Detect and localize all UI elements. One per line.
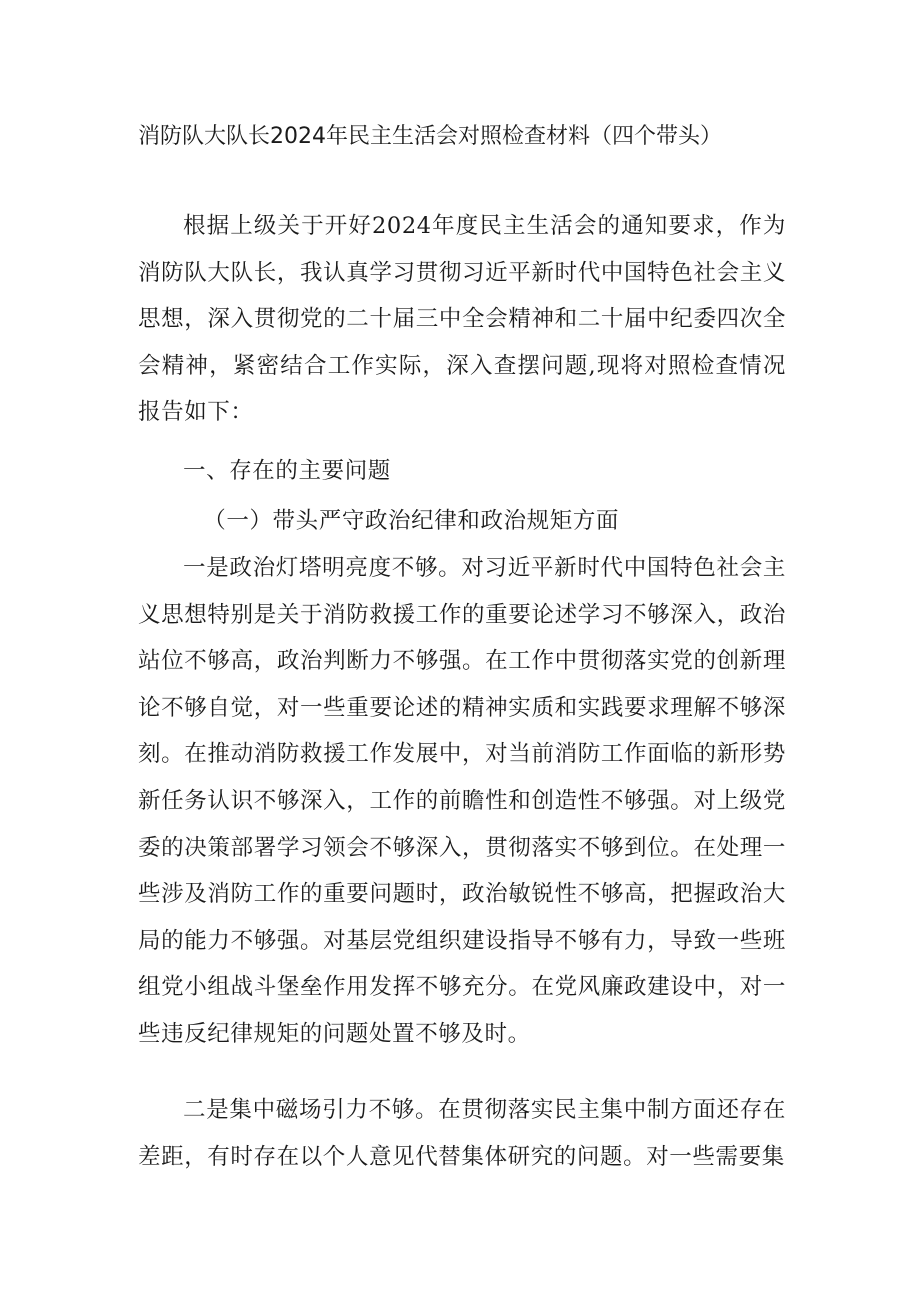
document-title: 消防队大队长2024年民主生活会对照检查材料（四个带头） (138, 124, 722, 149)
subsection-heading-1-1: （一）带头严守政治纪律和政治规矩方面 (203, 508, 620, 534)
body-paragraph-2: 二是集中磁场引力不够。在贯彻落实民主集中制方面还存在差距，有时存在以个人意见代替集体研究的问题。对一些需要集 (138, 1097, 786, 1170)
intro-paragraph: 根据上级关于开好2024年度民主生活会的通知要求，作为消防队大队长，我认真学习贯彻习近平新时代中国特色社会主义思想，深入贯彻党的二十届三中全会精神和二十届中纪委四次全会精神，紧密结合工作实际，深入查摆问题,现将对照检查情况报告如下： (138, 213, 786, 426)
section-heading-1: 一、存在的主要问题 (183, 458, 391, 484)
body-paragraph-1: 一是政治灯塔明亮度不够。对习近平新时代中国特色社会主义思想特别是关于消防救援工作的重要论述学习不够深入，政治站位不够高，政治判断力不够强。在工作中贯彻落实党的创新理论不够自觉，对一些重要论述的精神实质和实践要求理解不够深刻。在推动消防救援工作发展中，对当前消防工作面临的新形势新任务认识不够深入，工作的前瞻性和创造性不够强。对上级党委的决策部署学习领会不够深入，贯彻落实不够到位。在处理一些涉及消防工作的重要问题时，政治敏锐性不够高，把握政治大局的能力不够强。对基层党组织建设指导不够有力，导致一些班组党小组战斗堡垒作用发挥不够充分。在党风廉政建设中，对一些违反纪律规矩的问题处置不够及时。 (138, 555, 786, 1047)
